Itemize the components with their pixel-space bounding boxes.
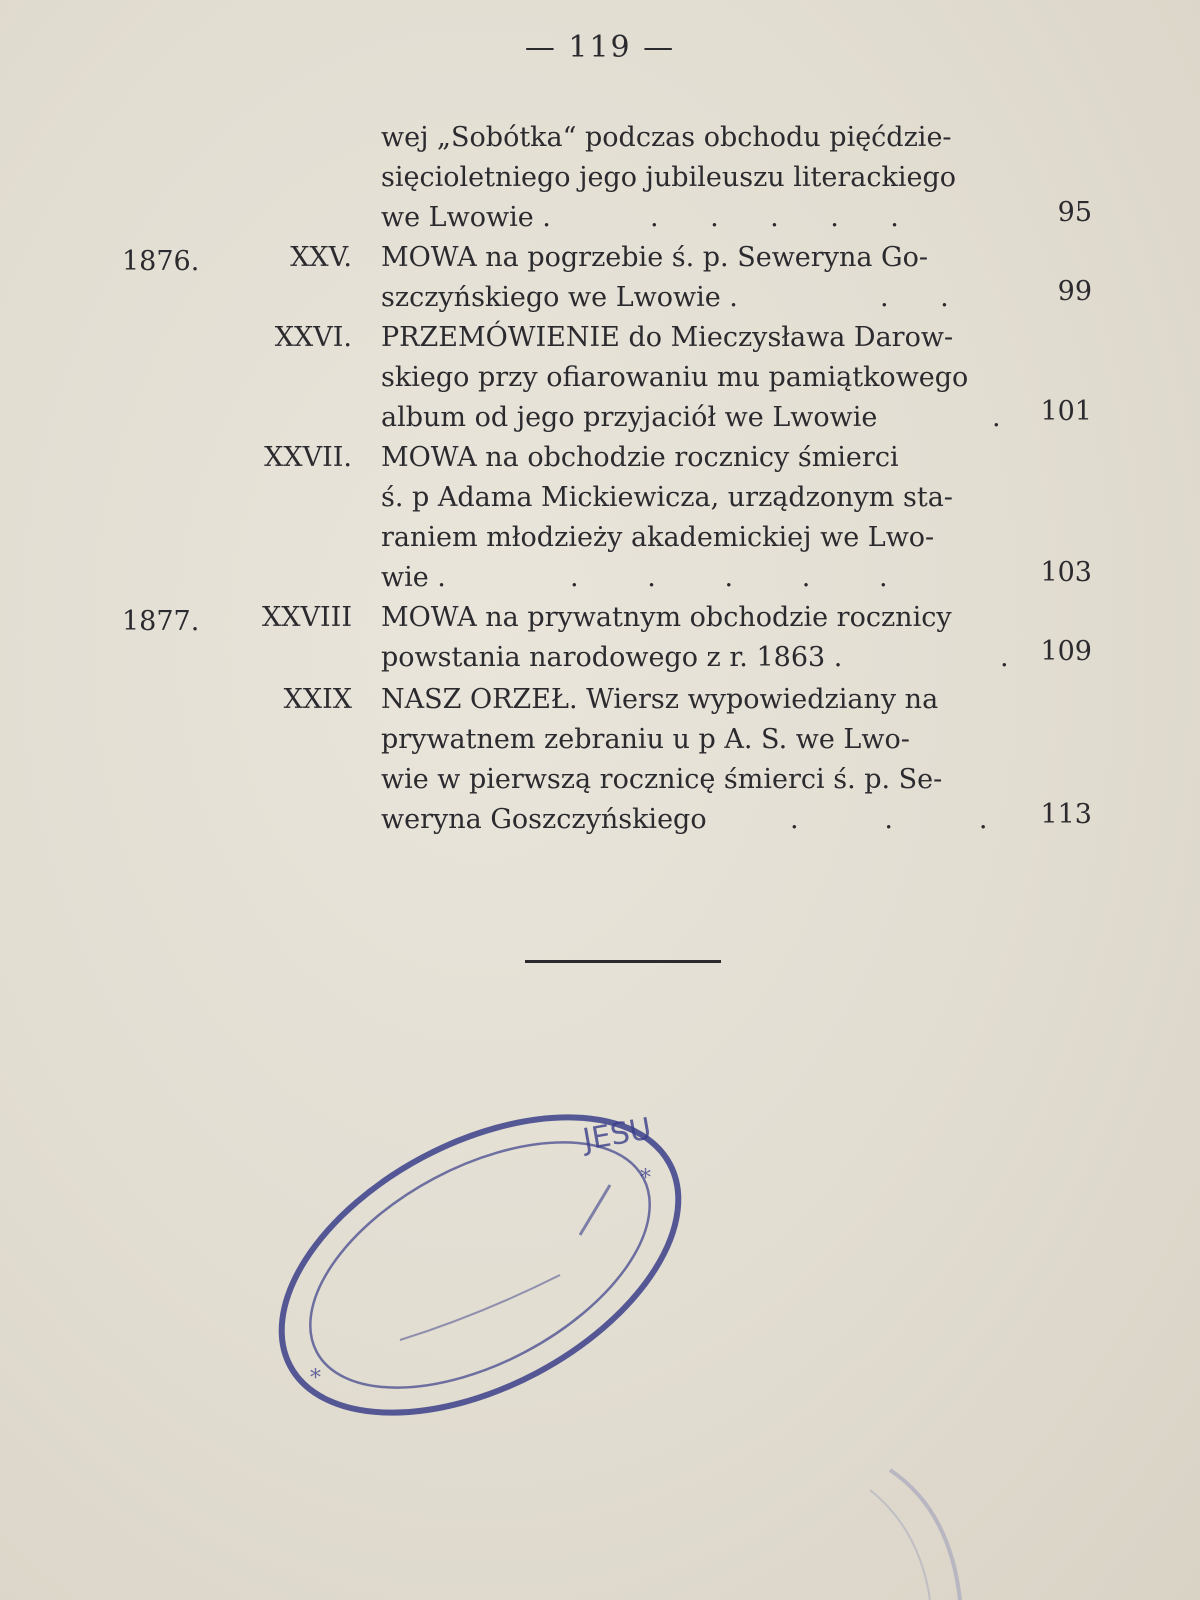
entry-line: album od jego przyjaciół we Lwowie (381, 402, 878, 433)
entry-line: MOWA na obchodzie rocznicy śmierci (381, 442, 899, 473)
entry-line: MOWA na prywatnym obchodzie rocznicy (381, 602, 952, 633)
entry-numeral: XXVI. (274, 322, 352, 353)
page-ref: 99 (1057, 276, 1092, 307)
entry-line: PRZEMÓWIENIE do Mieczysława Darow- (381, 322, 954, 353)
page-ref: 101 (1040, 396, 1092, 427)
entry-line: wie w pierwszą rocznicę śmierci ś. p. Se- (381, 764, 943, 795)
entry-line: wej „Sobótka“ podczas obchodu pięćdzie- (381, 122, 952, 153)
entry-line: szczyńskiego we Lwowie . (381, 282, 738, 313)
entry-line: MOWA na pogrzebie ś. p. Seweryna Go- (381, 242, 928, 273)
entry-numeral: XXVIII (262, 602, 352, 633)
library-stamp (250, 1085, 710, 1445)
entry-line: ś. p Adama Mickiewicza, urządzonym sta- (381, 482, 953, 513)
stamp-text: JESU (580, 1111, 655, 1158)
entry-line: we Lwowie . (381, 202, 551, 233)
dot-leader: . . . . . (650, 202, 899, 233)
entry-numeral: XXIX (283, 684, 352, 715)
entry-numeral: XXVII. (264, 442, 352, 473)
dot-leader: . (1000, 642, 1009, 673)
entry-line: NASZ ORZEŁ. Wiersz wypowiedziany na (381, 684, 939, 715)
entry-year: 1876. (122, 246, 200, 277)
star-icon: * (310, 1366, 321, 1391)
entry-line: weryna Goszczyńskiego (381, 804, 707, 835)
dot-leader: . . (880, 282, 949, 313)
entry-line: prywatnem zebraniu u p A. S. we Lwo- (381, 724, 910, 755)
closing-rule (525, 960, 721, 963)
page-number: — 119 — (524, 30, 676, 65)
page-ref: 103 (1040, 557, 1092, 588)
page-ref: 113 (1040, 799, 1092, 830)
faded-stamp-mark (860, 1460, 980, 1600)
dot-leader: . . . (790, 804, 988, 835)
entry-line: wie . (381, 562, 446, 593)
entry-numeral: XXV. (290, 242, 352, 273)
dot-leader: . (992, 402, 1001, 433)
entry-line: sięcioletniego jego jubileuszu literackiego (381, 162, 957, 193)
page-ref: 95 (1057, 197, 1092, 228)
entry-line: skiego przy ofiarowaniu mu pamiątkowego (381, 362, 969, 393)
entry-line: powstania narodowego z r. 1863 . (381, 642, 843, 673)
entry-line: raniem młodzieży akademickiej we Lwo- (381, 522, 935, 553)
page-ref: 109 (1040, 636, 1092, 667)
dot-leader: . . . . . (570, 562, 888, 593)
star-icon: * (640, 1166, 651, 1191)
entry-year: 1877. (122, 606, 200, 637)
